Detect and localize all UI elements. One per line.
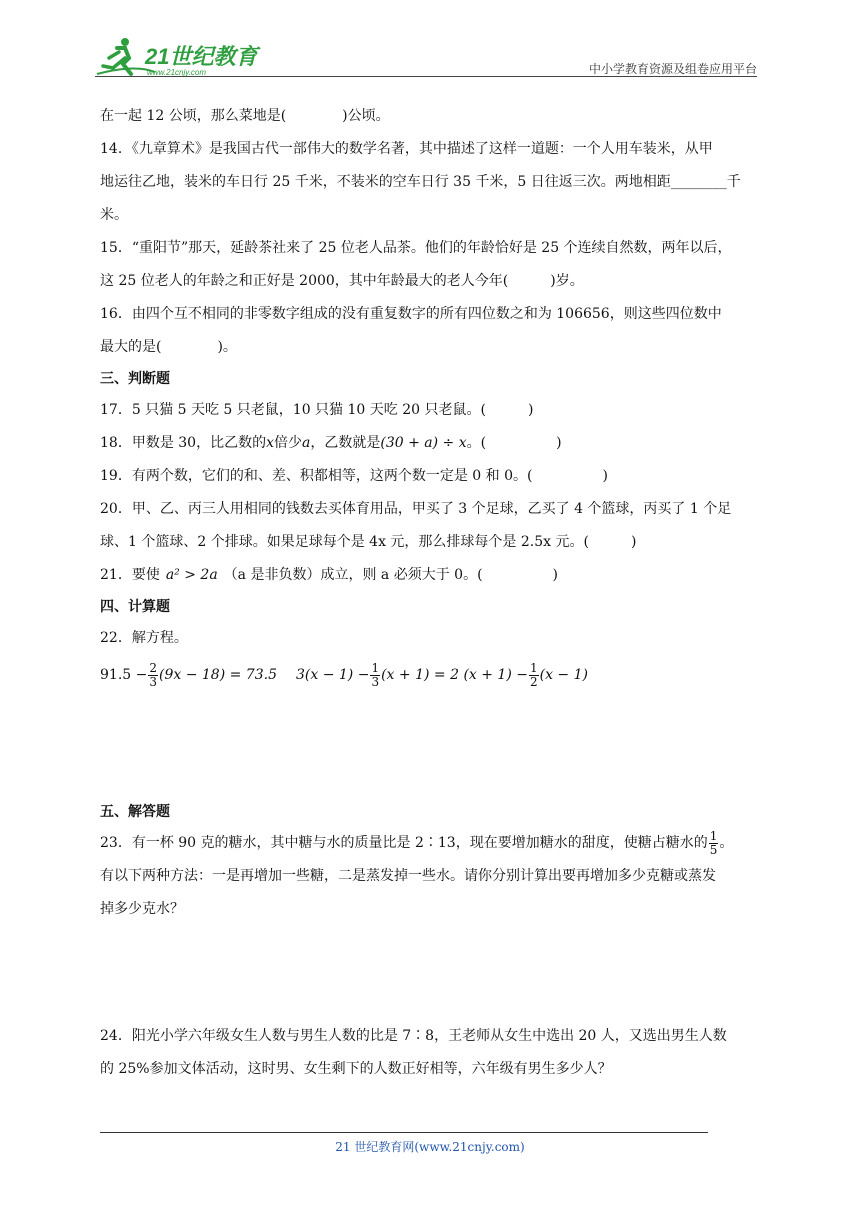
q23-fraction: $\frac{1}{5}$ bbox=[709, 828, 718, 857]
q21-text-2: （a 是非负数）成立，则 a 必须大于 0。( ) bbox=[223, 567, 558, 583]
q18-text-1: 18．甲数是 30，比乙数的 bbox=[100, 435, 267, 451]
q21-text-1: 21．要使 bbox=[100, 567, 160, 583]
q19-line: 19．有两个数，它们的和、差、积都相等，这两个数一定是 0 和 0。( ) bbox=[100, 468, 608, 484]
q15-line-1: 15．“重阳节”那天，延龄茶社来了 25 位老人品茶。他们的年龄恰好是 25 个连续自然数，两年以后， bbox=[100, 240, 732, 256]
logo-text: 21世纪教育 bbox=[145, 44, 258, 69]
q14-line-2: 地运往乙地，装米的车日行 25 千米，不装米的空车日行 35 千米，5 日往返三次。两地相距________千 bbox=[100, 174, 741, 190]
q23-line-1: 23．有一杯 90 克的糖水，其中糖与水的质量比是 2∶13，现在要增加糖水的甜度，使糖占糖水的 $\frac{1}{5}$ 。 bbox=[100, 828, 734, 857]
q20-line-1: 20．甲、乙、丙三人用相同的钱数去买体育用品，甲买了 3 个足球，乙买了 4 个篮球，丙买了 1 个足 bbox=[100, 501, 732, 517]
q18-text-2: 倍少 bbox=[274, 435, 302, 451]
q18-text-4: 。( ) bbox=[466, 435, 562, 451]
q24-line-1: 24．阳光小学六年级女生人数与男生人数的比是 7∶8，王老师从女生中选出 20 人，又选出男生人数 bbox=[100, 1028, 727, 1044]
document-body bbox=[100, 100, 760, 1086]
footer-text[interactable]: 21 世纪教育网(www.21cnjy.com) bbox=[335, 1140, 525, 1154]
q13-line: 在一起 12 公顷，那么菜地是( )公顷。 bbox=[100, 108, 390, 124]
q18-var-x: x bbox=[266, 435, 274, 451]
q20-line-2: 球、1 个篮球、2 个排球。如果足球每个是 4x 元，那么排球每个是 2.5x 元。( ) bbox=[100, 534, 637, 550]
eq2-fraction-1: $\frac{1}{3}$ bbox=[371, 660, 380, 689]
q16-line-2: 最大的是( )。 bbox=[100, 339, 237, 355]
q14-line-1: 14．《九章算术》是我国古代一部伟大的数学名著，其中描述了这样一道题：一个人用车装米，从甲 bbox=[100, 141, 713, 157]
section-solution-title: 五、解答题 bbox=[100, 804, 170, 820]
eq1-fraction: $\frac{2}{3}$ bbox=[149, 660, 157, 689]
page-header bbox=[95, 30, 757, 80]
header-divider bbox=[95, 76, 757, 77]
answer-space-2 bbox=[100, 926, 760, 1020]
q22-line: 22．解方程。 bbox=[100, 630, 188, 646]
q16-line-1: 16．由四个互不相同的非零数字组成的没有重复数字的所有四位数之和为 106656，则这些四位数中 bbox=[100, 306, 722, 322]
q18-expression: (30 + a) ÷ x bbox=[380, 435, 467, 451]
section-calculation-title: 四、计算题 bbox=[100, 599, 170, 615]
q15-line-2: 这 25 位老人的年龄之和正好是 2000，其中年龄最大的老人今年( )岁。 bbox=[100, 273, 584, 289]
q23-line-3: 掉多少克水？ bbox=[100, 901, 184, 917]
q24-line-2: 的 25%参加文体活动，这时男、女生剩下的人数正好相等，六年级有男生多少人？ bbox=[100, 1061, 612, 1077]
q23-line-2: 有以下两种方法：一是再增加一些糖，二是蒸发掉一些水。请你分别计算出要再增加多少克糖或蒸发 bbox=[100, 868, 716, 884]
q17-line: 17．5 只猫 5 天吃 5 只老鼠，10 只猫 10 天吃 20 只老鼠。( ) bbox=[100, 402, 534, 418]
section-judgement-title: 三、判断题 bbox=[100, 371, 170, 387]
site-logo bbox=[95, 34, 265, 78]
q14-line-3: 米。 bbox=[100, 207, 128, 223]
answer-space bbox=[100, 695, 760, 797]
footer-divider bbox=[100, 1132, 708, 1133]
equation-1: 91.5 − $\frac{2}{3}$ (9x − 18) = 73.5 bbox=[100, 660, 277, 689]
q21-expression: a² > 2a bbox=[165, 567, 218, 583]
equation-2: 3(x − 1) − $\frac{1}{3}$ (x + 1) = 2 (x + 1) − $\frac{1}{2}$ (x − 1) bbox=[296, 660, 588, 689]
equation-row bbox=[100, 655, 760, 695]
header-tagline: 中小学教育资源及组卷应用平台 bbox=[588, 62, 757, 76]
logo-url: www.21cnjy.com bbox=[147, 68, 206, 77]
eq2-fraction-2: $\frac{1}{2}$ bbox=[529, 660, 538, 689]
q21-line bbox=[100, 559, 760, 592]
q18-text-3: ，乙数就是 bbox=[310, 435, 381, 451]
q18-line bbox=[100, 427, 760, 460]
q18-var-a: a bbox=[302, 435, 311, 451]
